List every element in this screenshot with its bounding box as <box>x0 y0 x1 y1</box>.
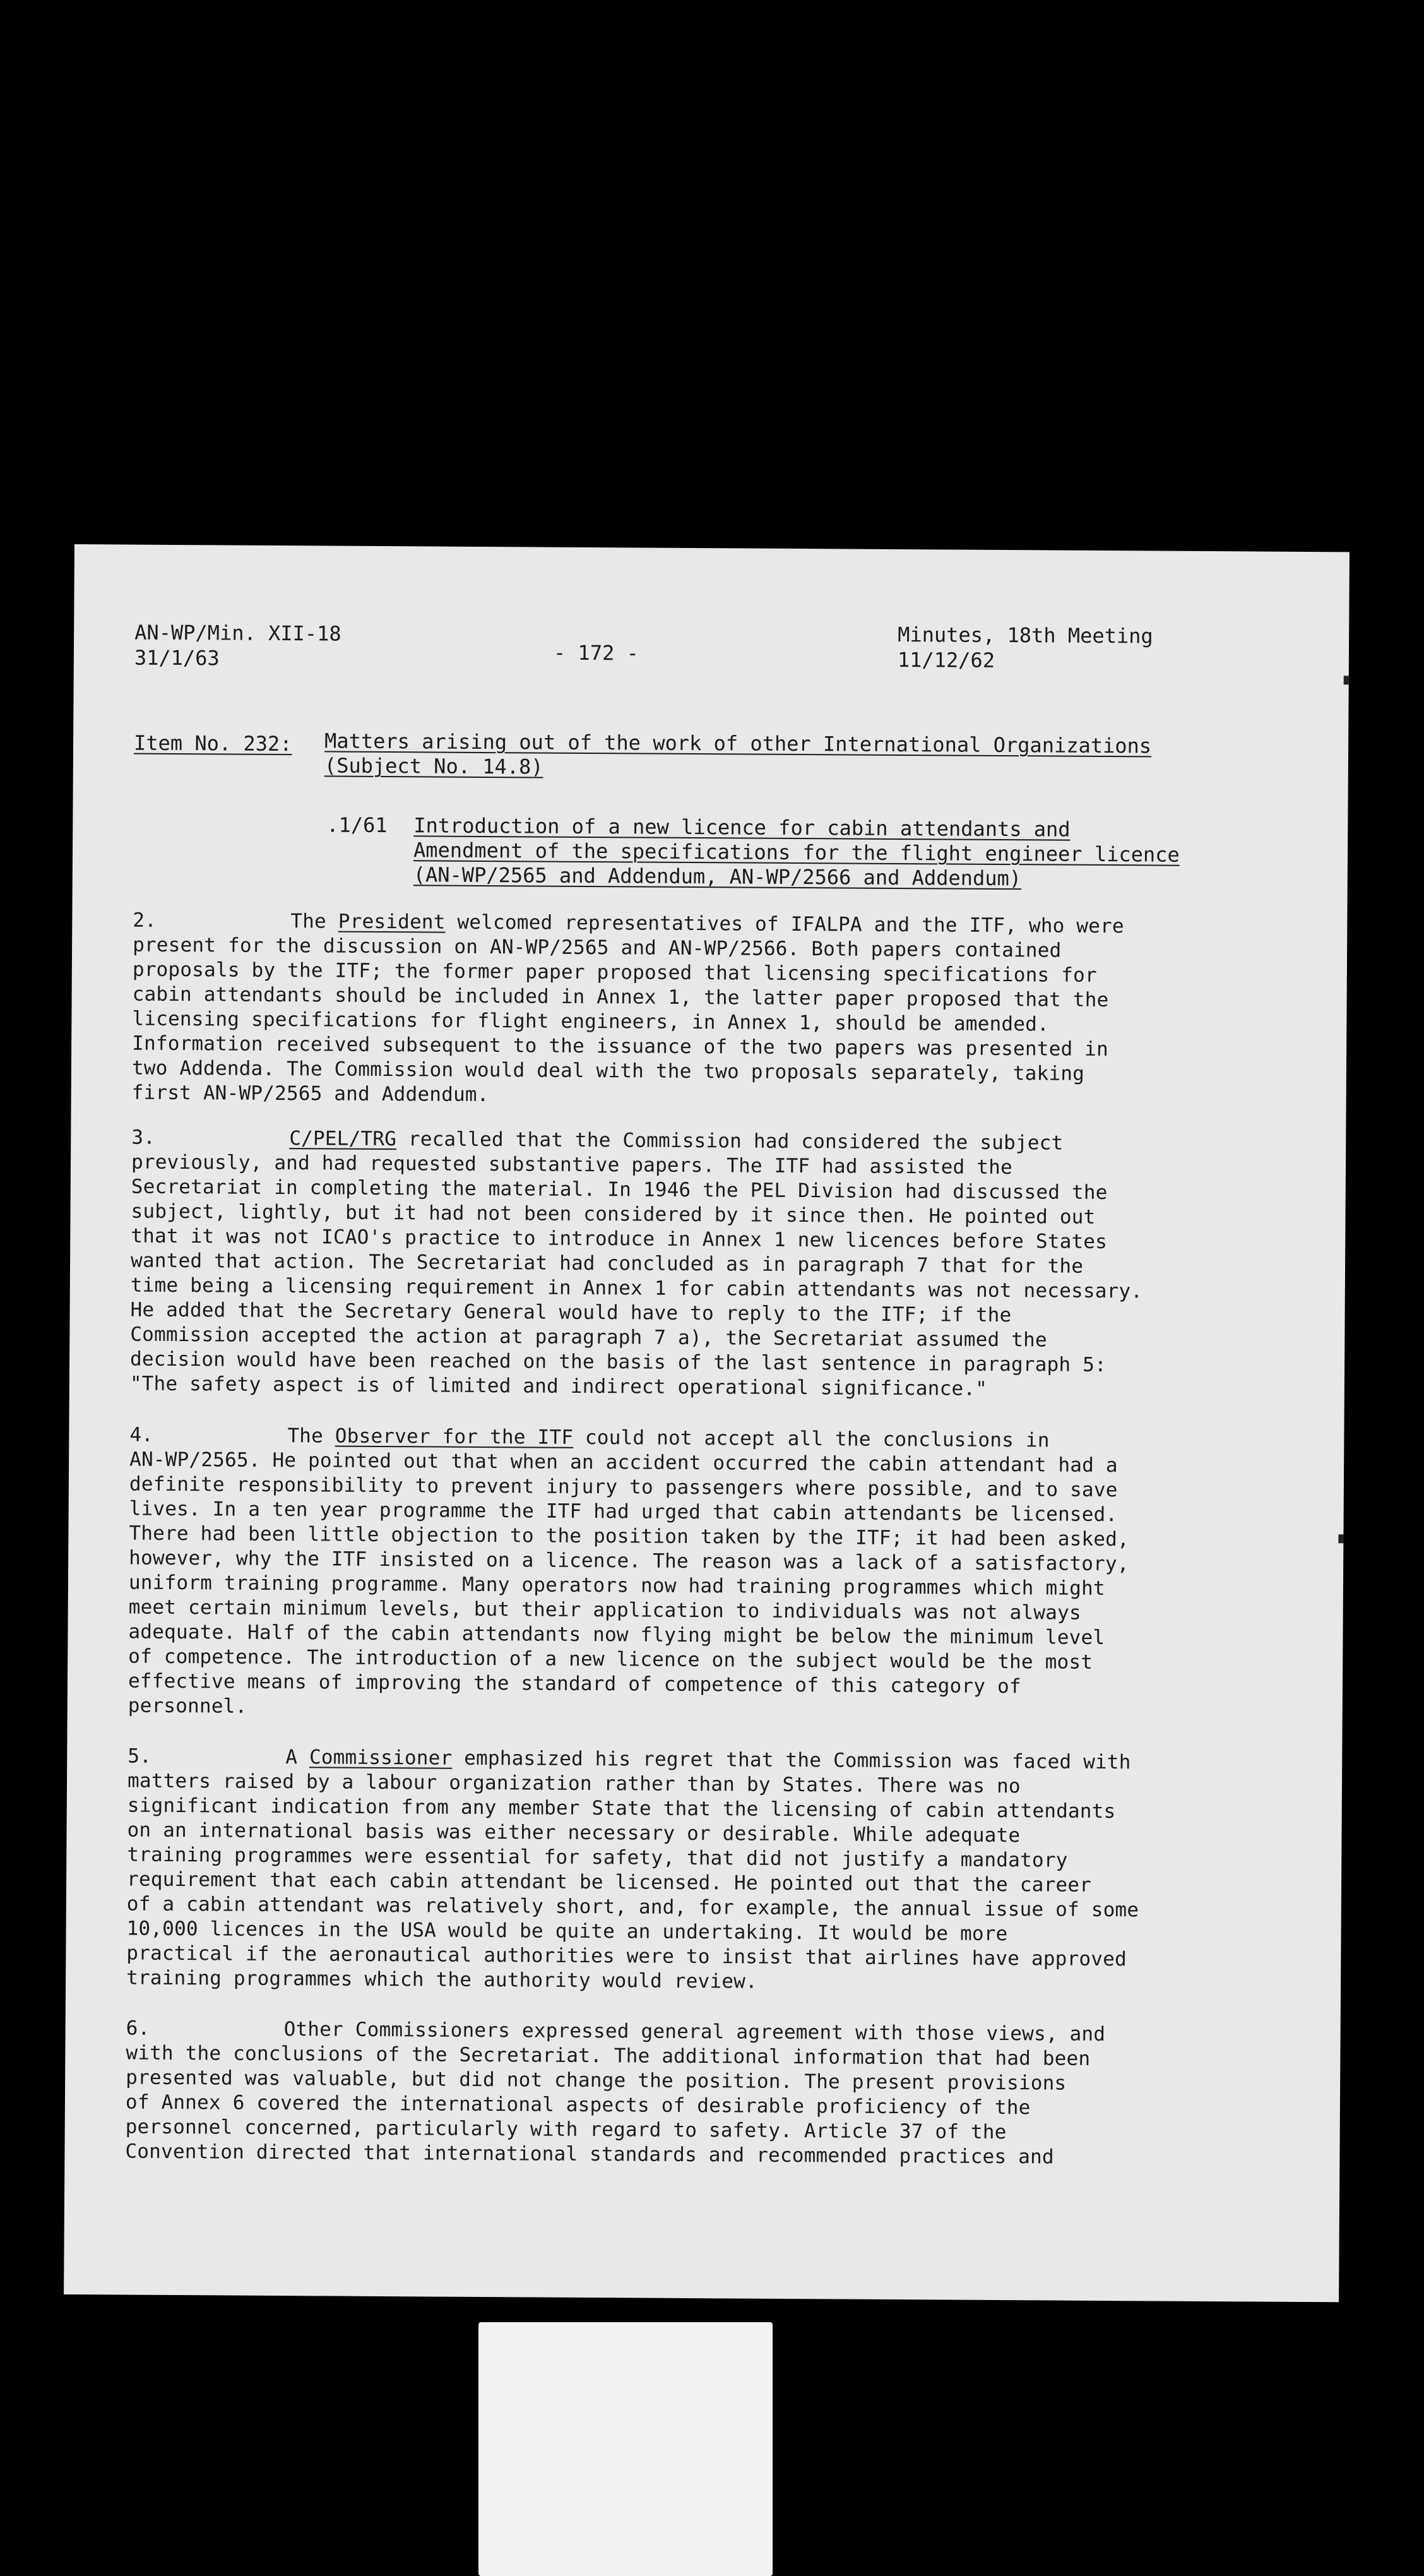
sub-item-title-line-3: (AN-WP/2565 and Addendum, AN-WP/2566 and Addendum) <box>413 862 1022 891</box>
meeting-date: 11/12/62 <box>897 647 995 672</box>
speaker: President <box>338 910 446 934</box>
paragraph-3: 3. C/PEL/TRG recalled that the Commission had considered the subject previously, and had requested substantive papers. The ITF had assisted the Secretariat in completing the material. In 1946 the PEL Division had discussed the subject, lightly, but it had not been considered by it since then. He pointed out that it was not ICAO's practice to introduce in Annex 1 new licences before States wanted that action. The Secretariat had concluded as in paragraph 7 that for the time being a licensing requirement in Annex 1 for cabin attendants was not necessary. He added that the Secretary General would have to reply to the ITF; if the Commission accepted the action at paragraph 7 a), the Secretariat assumed the decision would have been reached on the basis of the last sentence in paragraph 5: "The safety aspect is of limited and indirect operational significance." <box>129 1126 1143 1400</box>
document-date: 31/1/63 <box>134 645 220 671</box>
paragraph-number: 2. <box>133 909 157 932</box>
paragraph-number: 4. <box>129 1423 154 1446</box>
paragraph-5: 5. A Commissioner emphasized his regret that the Commission was faced with matters raised by a labour organization rather than by States. There was no significant indication from any member State that the licensing of cabin attendants on an international basis was either necessary or desirable. While adequate training programmes were essential for safety, that did not justify a mandatory requirement that each cabin attendant be licensed. He pointed out that the career of a cabin attendant was relatively short, and, for example, the annual issue of some 10,000 licences in the USA would be quite an undertaking. It would be more practical if the aeronautical authorities were to insist that airlines have approved training programmes which the authority would review. <box>126 1744 1139 1993</box>
sub-item-title-line-1: Introduction of a new licence for cabin attendants and <box>413 813 1071 842</box>
edge-mark <box>1344 676 1349 684</box>
meeting-title: Minutes, 18th Meeting <box>898 622 1153 648</box>
speaker: Observer for the ITF <box>335 1424 574 1449</box>
item-title-line-1: Matters arising out of the work of other International Organizations <box>324 729 1152 758</box>
item-label: Item No. 232: <box>133 730 292 756</box>
blank-card <box>478 2322 773 2576</box>
paragraph-2: 2. The President welcomed representatives of IFALPA and the ITF, who were present for the discussion on AN-WP/2565 and AN-WP/2566. Both papers contained proposals by the ITF; the former paper proposed that licensing specifications for cabin attendants should be included in Annex 1, the latter paper proposed that the licensing specifications for flight engineers, in Annex 1, should be amended. Information received subsequent to the issuance of the two papers was presented in two Addenda. The Commission would deal with the two proposals separately, taking first AN-WP/2565 and Addendum. <box>131 909 1124 1107</box>
speaker: C/PEL/TRG <box>289 1127 397 1151</box>
paragraph-6: 6. Other Commissioners expressed general agreement with those views, and with the conclusions of the Secretariat. The additional information that had been presented was valuable, but did not change the position. The present provisions of Annex 6 covered the international aspects of desirable proficiency of the personnel concerned, particularly with regard to safety. Article 37 of the Convention directed that international standards and recommended practices and <box>125 2017 1106 2169</box>
edge-mark <box>1338 1534 1343 1543</box>
sub-item-number: .1/61 <box>326 813 388 838</box>
paragraph-number: 3. <box>131 1126 156 1149</box>
document-reference: AN-WP/Min. XII-18 <box>134 620 341 646</box>
item-title-line-2: (Subject No. 14.8) <box>324 753 543 779</box>
speaker: Commissioner <box>309 1746 453 1770</box>
sub-item-title-line-2: Amendment of the specifications for the flight engineer licence <box>413 838 1180 867</box>
paragraph-4: 4. The Observer for the ITF could not accept all the conclusions in AN-WP/2565. He pointed out that when an accident occurred the cabin attendant had a definite responsibility to prevent injury to passengers where possible, and to save lives. In a ten year programme the ITF had urged that cabin attendants be licensed. There had been little objection to the position taken by the ITF; it had been asked, however, why the ITF insisted on a licence. The reason was a lack of a satisfactory, uniform training programme. Many operators now had training programmes which might meet certain minimum levels, but their application to individuals was not always adequate. Half of the cabin attendants now flying might be below the minimum level of competence. The introduction of a new licence on the subject would be the most effective means of improving the standard of competence of this category of personnel. <box>128 1423 1130 1718</box>
paragraph-number: 6. <box>126 2017 150 2040</box>
paragraph-number: 5. <box>128 1744 152 1768</box>
page-number: - 172 - <box>553 640 639 665</box>
document-page <box>64 544 1350 2302</box>
